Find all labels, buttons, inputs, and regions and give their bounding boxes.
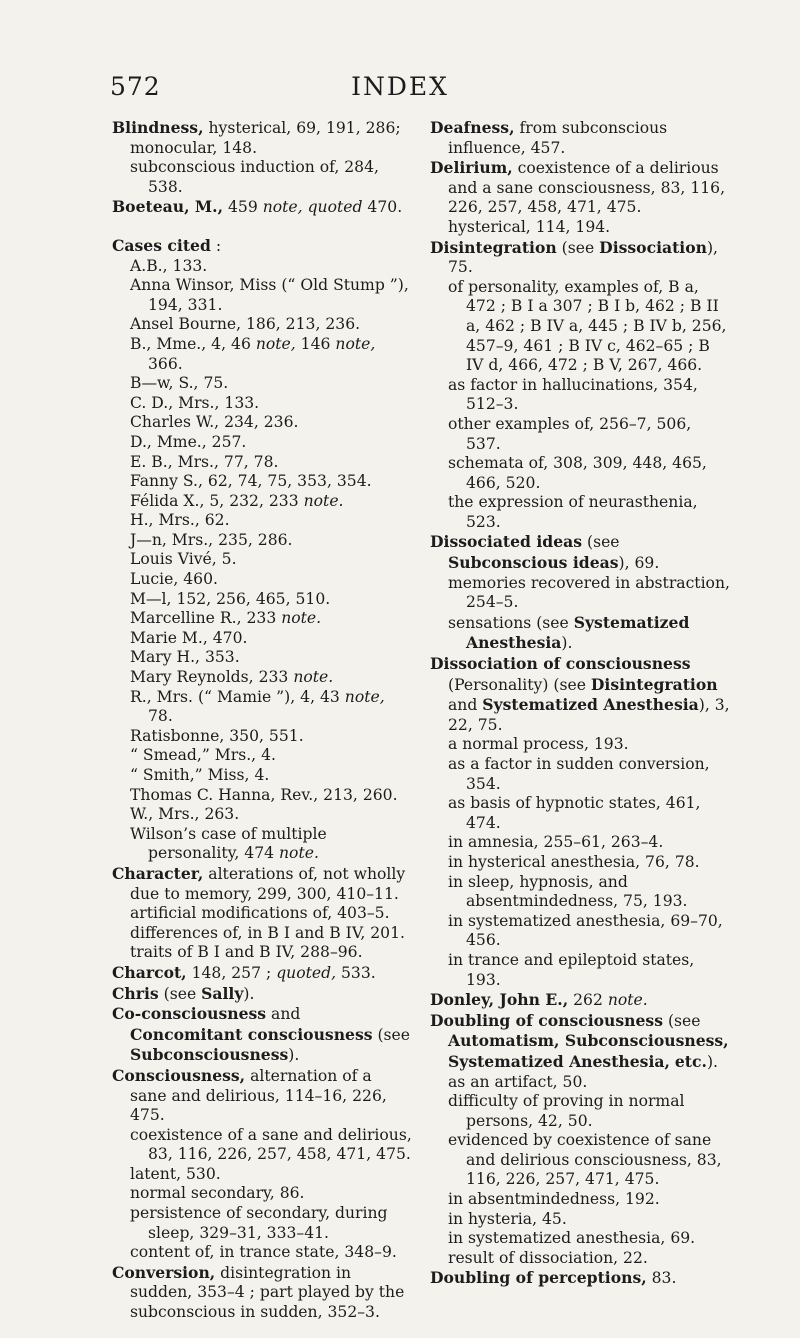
index-subentry [430,218,730,238]
index-entry [112,963,412,984]
index-subentry [430,1249,730,1269]
index-subentry [112,648,412,668]
entry-text: evidenced by coexistence of sane and delirious consciousness, 83, 116, 226, 257, 471, 475. [448,1131,722,1189]
index-subentry [112,805,412,825]
entry-text: “ Smead,” Mrs., 4. [130,746,276,765]
entry-text: schemata of, 308, 309, 448, 465, 466, 520. [448,454,707,492]
index-subentry [112,276,412,315]
index-column-left [112,118,412,1323]
entry-text: as an artifact, 50. [448,1072,588,1091]
entry-heading: Sally [201,983,244,1003]
entry-text: Ansel Bourne, 186, 213, 236. [130,315,361,334]
entry-italic: note, [255,334,296,353]
index-subentry [430,755,730,794]
entry-text: ), 75. [448,238,719,277]
entry-text: difficulty of proving in normal persons, 42, 50. [448,1092,685,1130]
entry-text: Marie M., 470. [130,628,248,647]
entry-text: 78. [148,707,173,726]
entry-text: coexistence of a sane and delirious, 83, 116, 226, 257, 458, 471, 475. [130,1125,412,1164]
index-entry [112,864,412,904]
index-subentry [112,1204,412,1243]
entry-text: traits of B I and B IV, 288–96. [130,943,363,962]
entry-text: differences of, in B I and B IV, 201. [130,923,405,942]
index-subentry [112,257,412,277]
entry-text: content of, in trance state, 348–9. [130,1243,397,1262]
index-subentry [430,912,730,951]
index-entry [112,1004,412,1066]
index-subentry [430,794,730,833]
index-subentry [112,688,412,727]
index-subentry [112,924,412,944]
entry-text: memories recovered in abstraction, 254–5. [448,573,730,612]
entry-text: Félida X., 5, 232, 233 [130,491,304,510]
entry-text: H., Mrs., 62. [130,511,230,530]
entry-text: ), 3, 22, 75. [448,696,730,734]
entry-text: Wilson’s case of multiple personality, 474 [130,824,327,863]
entry-text: (Personality) (see [448,675,591,694]
index-entry [112,1066,412,1126]
index-subentry [430,415,730,454]
entry-text: disintegration in sudden, 353–4 ; part played by the subconscious in sudden, 352–3. [130,1263,405,1322]
entry-text: ). [243,984,255,1003]
entry-heading: Subconsciousness [130,1045,289,1065]
entry-heading: Dissociation of consciousness [430,654,691,674]
entry-text: subconscious induction of, 284, 538. [130,158,379,196]
index-subentry [112,315,412,335]
entry-text: in trance and epileptoid states, 193. [448,950,695,989]
index-subentry [112,766,412,786]
entry-text: J—n, Mrs., 235, 286. [130,530,293,549]
index-subentry [112,1243,412,1263]
entry-text: 366. [148,354,183,373]
entry-text: ), 69. [618,554,660,573]
index-subentry [112,825,412,864]
entry-italic: note. [303,491,344,510]
entry-text: in absentmindedness, 192. [448,1190,660,1209]
entry-text: from subconscious influence, 457. [448,119,668,157]
entry-italic: note. [279,844,319,863]
index-subentry [112,629,412,649]
index-subentry [112,550,412,570]
entry-text: 148, 257 ; [186,963,277,982]
entry-text: other examples of, 256–7, 506, 537. [448,414,692,453]
running-head: INDEX [351,72,449,101]
entry-text: Marcelline R., 233 [130,609,282,628]
index-subentry [430,1229,730,1249]
entry-text: ). [561,634,573,653]
entry-text: in systematized anesthesia, 69–70, 456. [448,911,723,950]
entry-text: coexistence of a delirious and a sane consciousness, 83, 116, 226, 257, 458, 471, 475. [448,159,726,217]
entry-heading: Boeteau, M., [112,197,224,217]
entry-text: B., Mme., 4, 46 [130,334,256,353]
index-subentry [112,453,412,473]
index-subentry [430,376,730,415]
entry-text: M—l, 152, 256, 465, 510. [130,589,331,608]
entry-italic: note. [293,668,334,687]
entry-heading: Automatism, Subconsciousness, Systematized Anesthesia, [448,1031,729,1071]
index-subentry [430,278,730,376]
entry-text: E. B., Mrs., 77, 78. [130,452,279,471]
index-subentry [112,492,412,512]
index-subentry [430,873,730,912]
entry-text: in sleep, hypnosis, and absentmindedness, 75, 193. [448,872,688,911]
entry-text: latent, 530. [130,1164,221,1183]
index-entry [112,1263,412,1323]
index-subentry [430,454,730,493]
entry-text: hysterical, 69, 191, 286; monocular, 148. [130,119,401,157]
entry-text: in hysterical anesthesia, 76, 78. [448,852,700,871]
entry-text: 146 [295,334,336,353]
entry-heading: Conversion, [112,1262,216,1282]
entry-heading: Consciousness, [112,1065,246,1085]
entry-text: 83. [646,1269,677,1288]
index-subentry [430,853,730,873]
index-subentry [112,374,412,394]
index-subentry [112,1184,412,1204]
entry-text: and [448,696,483,715]
entry-text: (see [582,533,620,552]
entry-text: 262 [568,991,608,1010]
index-entry [430,654,730,735]
entry-text: normal secondary, 86. [130,1184,305,1203]
entry-text: B—w, S., 75. [130,374,229,393]
index-subentry [430,574,730,613]
entry-italic: note. [607,991,648,1010]
index-subentry [112,904,412,924]
entry-text: and [266,1005,301,1024]
index-subentry [430,1190,730,1210]
entry-text: C. D., Mrs., 133. [130,393,260,412]
entry-italic: quoted, [276,963,337,982]
entry-heading: etc. [674,1051,707,1071]
entry-text: Anna Winsor, Miss (“ Old Stump ”), 194, 331. [130,276,409,314]
entry-heading: Charcot, [112,962,187,982]
entry-text: “ Smith,” Miss, 4. [130,766,270,784]
index-entry [112,197,412,218]
index-subentry [430,833,730,853]
entry-text: Lucie, 460. [130,570,218,589]
entry-heading: Blindness, [112,118,204,137]
index-subentry [112,1126,412,1165]
index-subentry [112,335,412,374]
entry-text: Thomas C. Hanna, Rev., 213, 260. [130,785,398,804]
entry-text: Ratisbonne, 350, 551. [130,726,304,745]
entry-text: artificial modifications of, 403–5. [130,904,390,923]
index-subentry [112,511,412,531]
entry-text: ). [706,1052,718,1071]
entry-heading: Chris [112,983,159,1003]
entry-heading: Systematized Anesthesia [482,695,699,715]
entry-text: A.B., 133. [130,256,208,275]
entry-heading: Donley, John E., [430,990,569,1010]
index-subentry [430,951,730,990]
index-subentry [112,590,412,610]
entry-text: Charles W., 234, 236. [130,413,299,432]
index-subentry [112,570,412,590]
entry-heading: Co-consciousness [112,1004,267,1024]
entry-text: as factor in hallucinations, 354, 512–3. [448,375,698,414]
entry-text: D., Mme., 257. [130,432,247,451]
index-entry [430,118,730,158]
entry-text: a normal process, 193. [448,735,629,754]
entry-text: Mary H., 353. [130,648,240,667]
entry-text: (see [372,1025,411,1044]
index-subentry [112,394,412,414]
entry-heading: Dissociation [599,237,707,257]
index-subentry [112,668,412,688]
entry-italic: note. [281,609,322,628]
index-entry [430,238,730,278]
index-subentry [112,433,412,453]
index-subentry [430,1210,730,1230]
entry-text: as basis of hypnotic states, 461, 474. [448,794,701,832]
entry-text: 470. [362,198,403,217]
entry-heading: Doubling of consciousness [430,1010,663,1030]
index-column-right [430,118,730,1289]
index-subentry [112,158,412,197]
entry-heading: Subconscious ideas [448,553,619,573]
index-subentry [112,531,412,551]
entry-text: ). [288,1046,300,1065]
entry-text: of personality, examples of, B a, 472 ; B I a 307 ; B I b, 462 ; B II a, 462 ; B IV a, 445 ; B IV b, 256, 457–9, 461 ; B IV c, 462–65 ; B IV d, 466, 472 ; B V, 267, 466. [448,277,727,375]
index-subentry [112,746,412,766]
index-entry [430,1268,730,1289]
entry-text: result of dissociation, 22. [448,1248,648,1267]
entry-text: (see [158,984,202,1003]
entry-text: in amnesia, 255–61, 263–4. [448,833,664,852]
index-subentry [112,1165,412,1185]
index-entry [112,984,412,1005]
entry-text: in systematized anesthesia, 69. [448,1229,696,1248]
index-subentry [112,609,412,629]
entry-text: alternation of a sane and delirious, 114–16, 226, 475. [130,1066,387,1125]
entry-italic: note, [335,334,376,353]
entry-heading: Cases cited [112,235,211,255]
entry-text: the expression of neurasthenia, 523. [448,493,698,531]
index-subentry [430,613,730,654]
entry-heading: Delirium, [430,158,513,178]
entry-text: (see [663,1011,701,1030]
index-subentry [112,786,412,806]
entry-heading: Disintegration [430,237,557,257]
entry-text: in hysteria, 45. [448,1209,567,1228]
entry-text: (see [556,238,600,257]
index-subentry [430,1073,730,1093]
index-entry [430,990,730,1011]
index-entry [112,236,412,257]
index-subentry [112,472,412,492]
page-number: 572 [110,72,161,101]
entry-text: hysterical, 114, 194. [448,217,611,236]
index-subentry [430,735,730,755]
entry-heading: Systematized Anesthesia [466,612,690,653]
entry-heading: Doubling of perceptions, [430,1268,647,1288]
index-subentry [112,943,412,963]
entry-heading: Character, [112,863,204,883]
entry-heading: Concomitant consciousness [130,1024,373,1044]
entry-text: alterations of, not wholly due to memory, 299, 300, 410–11. [130,864,406,903]
index-subentry [430,493,730,532]
index-entry [430,1011,730,1073]
entry-text: W., Mrs., 263. [130,805,240,824]
entry-heading: Dissociated ideas [430,532,583,552]
entry-text: persistence of secondary, during sleep, 329–31, 333–41. [130,1204,388,1242]
entry-text: Louis Vivé, 5. [130,550,237,569]
entry-italic: note, [344,687,385,706]
entry-text: : [210,236,222,255]
index-subentry [112,413,412,433]
entry-text: R., Mrs. (“ Mamie ”), 4, 43 [130,687,345,706]
index-subentry [112,727,412,747]
entry-heading: Deafness, [430,118,515,137]
entry-text: as a factor in sudden conversion, 354. [448,755,710,793]
entry-text: sensations (see [448,613,574,632]
index-entry [430,158,730,218]
entry-heading: Disintegration [590,674,718,694]
index-subentry [430,1131,730,1190]
entry-text: 459 [223,198,263,217]
index-subentry [430,1092,730,1131]
index-entry [112,118,412,158]
entry-text: Mary Reynolds, 233 [130,668,294,687]
entry-text: Fanny S., 62, 74, 75, 353, 354. [130,472,372,491]
index-entry [430,532,730,573]
entry-text: 533. [336,963,376,982]
entry-italic: note, quoted [262,198,363,217]
